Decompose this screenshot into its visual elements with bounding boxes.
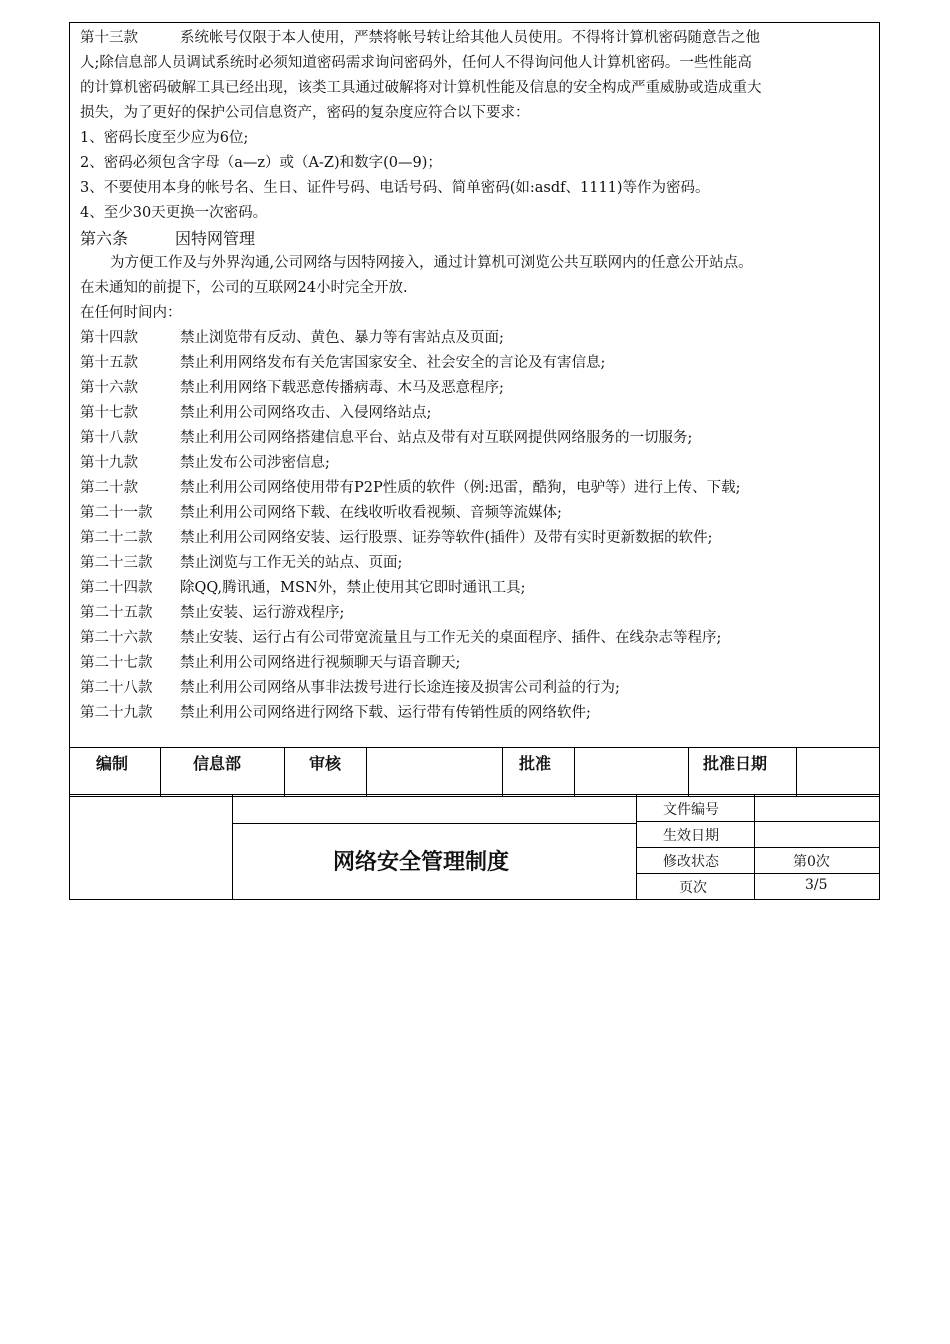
clause-row: [80, 501, 562, 526]
compiled-label: 编制: [96, 754, 129, 773]
clause-row: [80, 376, 504, 401]
revision-label: 修改状态: [663, 854, 719, 870]
requirement-item: 2、密码必须包含字母（a—z）或（A-Z)和数字(0—9)；: [80, 155, 442, 171]
clause-row: [80, 351, 606, 376]
article-label: 第六条: [80, 229, 129, 248]
clause-text: 禁止利用公司网络安装、运行股票、证券等软件(插件）及带有实时更新数据的软件;: [180, 530, 713, 546]
clause-label: 第十八款: [80, 430, 138, 446]
clause-label: 第二十二款: [80, 530, 153, 546]
clause-text: 禁止利用公司网络搭建信息平台、站点及带有对互联网提供网络服务的一切服务;: [180, 430, 693, 446]
effective-date-label: 生效日期: [663, 828, 719, 844]
document-body: [69, 22, 880, 797]
article-6-para3: 在任何时间内：: [80, 305, 182, 321]
clause-13-line4: 损失，为了更好的保护公司信息资产，密码的复杂度应符合以下要求：: [80, 105, 530, 121]
clause-label: 第二十六款: [80, 630, 153, 646]
revision-value: 第0次: [793, 854, 830, 870]
clause-row: [80, 401, 432, 426]
approve-date-label: 批准日期: [703, 754, 768, 773]
clause-text: 除QQ,腾讯通，MSN外，禁止使用其它即时通讯工具;: [180, 580, 526, 596]
page-value: 3/5: [805, 877, 828, 893]
meta-table: [637, 795, 879, 899]
clause-text: 禁止利用公司网络进行网络下载、运行带有传销性质的网络软件;: [180, 705, 591, 721]
clause-label: 第十五款: [80, 355, 138, 371]
clause-text: 禁止利用公司网络攻击、入侵网络站点;: [180, 405, 432, 421]
review-label: 审核: [309, 754, 342, 773]
clause-row: [80, 526, 713, 551]
clause-row: [80, 651, 461, 676]
file-no-label: 文件编号: [663, 802, 719, 818]
clause-text: 禁止利用网络下载恶意传播病毒、木马及恶意程序;: [180, 380, 504, 396]
clause-label: 第二十三款: [80, 555, 153, 571]
clause-13-line3: 的计算机密码破解工具已经出现，该类工具通过破解将对计算机性能及信息的安全构成严重威胁或造成重大: [80, 80, 762, 96]
clause-text: 禁止发布公司涉密信息;: [180, 455, 330, 471]
clause-label: 第十九款: [80, 455, 138, 471]
clause-text: 禁止安装、运行占有公司带宽流量且与工作无关的桌面程序、插件、在线杂志等程序;: [180, 630, 722, 646]
clause-text: 禁止利用公司网络使用带有P2P性质的软件（例:迅雷，酷狗，电驴等）进行上传、下载;: [180, 480, 741, 496]
clause-row: [80, 601, 345, 626]
clause-label: 第十七款: [80, 405, 138, 421]
document-title: 网络安全管理制度: [333, 850, 510, 875]
clause-row: [80, 676, 620, 701]
clause-row: [80, 551, 403, 576]
clause-text: 禁止利用公司网络进行视频聊天与语音聊天;: [180, 655, 461, 671]
clause-label: 第十三款: [80, 30, 138, 46]
clause-label: 第二十五款: [80, 605, 153, 621]
requirement-item: 4、至少30天更换一次密码。: [80, 205, 268, 221]
title-area: [233, 795, 637, 899]
signoff-row: [70, 747, 879, 796]
clause-label: 第二十九款: [80, 705, 153, 721]
clause-text: 禁止利用公司网络下载、在线收听收看视频、音频等流媒体;: [180, 505, 562, 521]
clause-text: 禁止浏览与工作无关的站点、页面;: [180, 555, 403, 571]
clause-label: 第二十四款: [80, 580, 153, 596]
compiled-value: 信息部: [193, 754, 242, 773]
clause-label: 第二十七款: [80, 655, 153, 671]
requirement-item: 3、不要使用本身的帐号名、生日、证件号码、电话号码、简单密码(如:asdf、1111)等作为密码。: [80, 180, 710, 196]
clause-row: [80, 326, 504, 351]
clause-text: 禁止安装、运行游戏程序;: [180, 605, 345, 621]
policy-content: [70, 23, 879, 747]
clause-label: 第二十一款: [80, 505, 153, 521]
clause-text: 禁止利用网络发布有关危害国家安全、社会安全的言论及有害信息;: [180, 355, 606, 371]
clause-row: [80, 426, 693, 451]
article-6-para1: 为方便工作及与外界沟通,公司网络与因特网接入，通过计算机可浏览公共互联网内的任意公开站点。: [110, 255, 753, 271]
article-title: 因特网管理: [175, 229, 256, 248]
clause-13-line1: [80, 26, 760, 51]
article-6-heading: [80, 226, 256, 251]
page-label: 页次: [679, 880, 707, 896]
logo-area: [70, 795, 233, 899]
clause-text: 系统帐号仅限于本人使用，严禁将帐号转让给其他人员使用。不得将计算机密码随意告之他: [180, 30, 760, 46]
requirement-item: 1、密码长度至少应为6位;: [80, 130, 249, 146]
clause-13-line2: 人;除信息部人员调试系统时必须知道密码需求询问密码外，任何人不得询问他人计算机密码。一些性能高: [80, 55, 752, 71]
clause-label: 第二十款: [80, 480, 138, 496]
clause-row: [80, 576, 526, 601]
clause-label: 第十六款: [80, 380, 138, 396]
clause-row: [80, 451, 330, 476]
document-footer: [69, 794, 880, 900]
clause-label: 第二十八款: [80, 680, 153, 696]
clause-row: [80, 476, 741, 501]
clause-row: [80, 626, 722, 651]
approve-label: 批准: [519, 754, 552, 773]
clause-text: 禁止利用公司网络从事非法拨号进行长途连接及损害公司利益的行为;: [180, 680, 620, 696]
clause-row: [80, 701, 591, 726]
clause-label: 第十四款: [80, 330, 138, 346]
article-6-para2: 在未通知的前提下，公司的互联网24小时完全开放.: [80, 280, 408, 296]
clause-text: 禁止浏览带有反动、黄色、暴力等有害站点及页面;: [180, 330, 504, 346]
